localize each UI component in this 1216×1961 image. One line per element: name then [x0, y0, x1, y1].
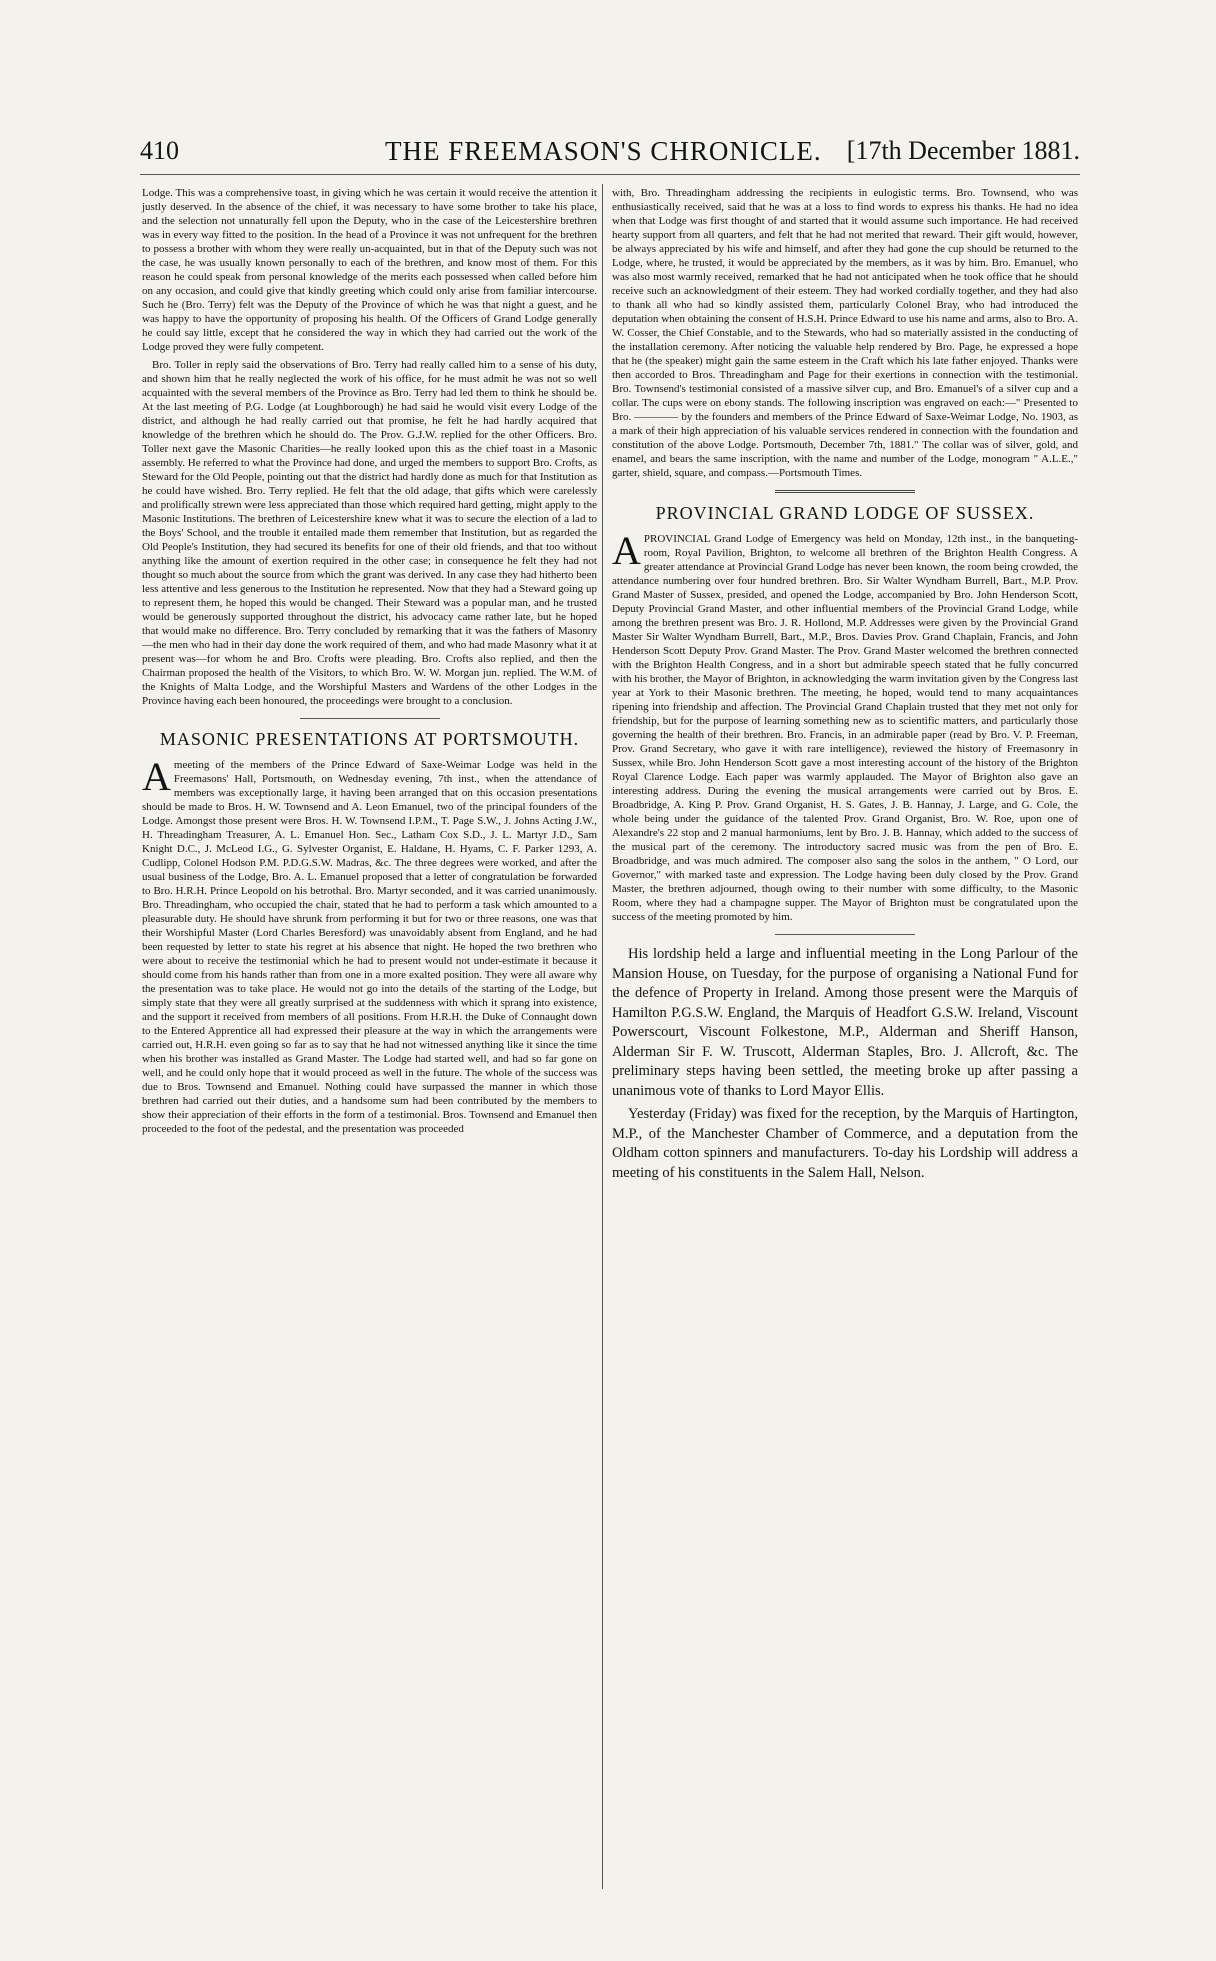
article-paragraph: Bro. Toller in reply said the observations of Bro. Terry had really called him to a sense of his duty, and shown him that he really neglected the work of his office, for he must admit he was not so well acquainted with the several members of the Province as Bro. Terry had led them to think he should be. At the last meeting of P.G. Lodge (at Loughborough) he had said he would visit every Lodge of the district, and although he had really carried out that promise, he felt he had hardly acquired that knowledge of the brethren which he should do. The Prov. G.J.W. replied for the other Officers. Bro. Toller next gave the Masonic Charities—he really looked upon this as the chief toast in a Masonic assembly. He referred to what the Province had done, and urged the members to support Bro. Crofts, as Steward for the Old People, pointing out that the district had hardly done as much for that Institution as he could have wished. Bro. Terry replied. He felt that the old adage, that gifts which were carelessly and prolifically strewn were less appreciated than those which required hard getting, might apply to the Masonic Institutions. The brethren of Leicestershire knew what it was to secure the election of a lad to the Boys' School, and the trouble it entailed made them remember that Institution, but as regarded the Old People's Institution, they had secured its benefits for one of their old friends, and that too without anything like the amount of exertion required in the other case; in consequence he felt they had not thought so much about the source from which the grant was derived. In any case they had hitherto been less attentive and less generous to the Institution he represented. Now that they had a Steward going up to represent them, he hoped this would be changed. Their Steward was a popular man, and he trusted would be generously supported throughout the district, his advocacy came rather late, but he hoped that would make no difference. Bro. Terry concluded by remarking that it was the fathers of Masonry—the men who had in their day done the work required of them, and who had made Masonry what it at present was—for whom he and Bro. Crofts were pleading. Bro. Crofts also replied, and then the Chairman proposed the health of the Visitors, to which Bro. W. W. Morgan jun. replied. The W.M. of the Knights of Malta Lodge, and the Worshipful Masters and Wardens of the other Lodges in the Province having each been honoured, the proceedings were brought to a conclusion. — [142, 359, 597, 707]
section-separator — [300, 718, 440, 719]
article-paragraph — [612, 528, 1078, 924]
drop-cap: A — [612, 528, 641, 573]
header-rule — [140, 174, 1080, 175]
article-paragraph: Lodge. This was a comprehensive toast, in giving which he was certain it would receive the attention it justly deserved. In the absence of the chief, it was necessary to have some brother to take his place, and the selection not unnaturally fell upon the Deputy, who in the case of the Leicestershire brethren was in every way fitted to the position. In the head of a Province it was not unfrequent for the brethren to possess a brother with whom they were really un-acquainted, but in that of the Deputy such was not the case, he was usually known personally to each of the brethren, and know most of them. For this reason he could speak from personal knowledge of the merits each possessed when called before him on any occasion, and could give that kindly greeting which could only arise from familiar intercourse. Such he (Bro. Terry) felt was the Deputy of the Province of which he was that night a guest, and he was happy to have the opportunity of proposing his health. Of the Officers of Grand Lodge generally he could say little, except that he considered the way in which they had carried out the work of the Lodge proved they were fully competent. — [142, 187, 597, 353]
left-column — [142, 186, 597, 1140]
masthead-title: THE FREEMASON'S CHRONICLE. — [385, 136, 822, 166]
page-header — [140, 136, 1080, 172]
section-separator — [775, 934, 915, 935]
section-heading-portsmouth: MASONIC PRESENTATIONS AT PORTSMOUTH. — [159, 729, 580, 749]
article-paragraph: with, Bro. Threadingham addressing the recipients in eulogistic terms. Bro. Townsend, who was enthusiastically received, said that he was at a loss to find words to express his thanks. He had no idea when that Lodge was first thought of and started that it would assume such importance. He had received hearty support from all quarters, and felt that he had not merited that reward. Their gift would, however, be always appreciated by his wife and himself, and after they had gone the cup should be returned to the Lodge, where, he trusted, it would be appreciated by the members, as it was by him. Bro. Emanuel, who was also most warmly received, remarked that he had not anticipated when he took office that he should receive such an acknowledgment of their esteem. They had worked cordially together, and they had also to thank all who had so kindly assisted them, particularly Colonel Bray, who had introduced the deputation when obtaining the consent of H.S.H. Prince Edward to use his name and arms, also to Bro. A. W. Cosser, the Chief Constable, and to the Stewards, who had so materially assisted in the conducting of the installation ceremony. After noticing the valuable help rendered by Bro. Page, he expressed a hope that he (the speaker) might gain the same esteem in the Craft which his late father enjoyed. Thanks were then accorded to Bros. Threadingham and Page for their exertions in connection with the testimonial. Bro. Townsend's testimonial consisted of a massive silver cup, and Bro. Emanuel's of a silver cup and a collar. The cups were on ebony stands. The following inscription was engraved on each:—" Presented to Bro. ———— by the founders and members of the Prince Edward of Saxe-Weimar Lodge, No. 1903, as a mark of their high appreciation of his valuable services rendered in connection with the foundation and constitution of the above Lodge. Portsmouth, December 7th, 1881." The collar was of silver, gold, and enamel, and bears the same inscription, with the name and number of the Lodge, monogram " A.L.E.," garter, shield, square, and compass.—Portsmouth Times. — [612, 187, 1078, 479]
article-paragraph: His lordship held a large and influential meeting in the Long Parlour of the Mansion House, on Tuesday, for the purpose of organising a National Fund for the defence of Property in Ireland. Among those present were the Marquis of Hamilton P.G.S.W. England, the Marquis of Headfort G.S.W. Ireland, Viscount Powerscourt, Viscount Folkestone, M.P., Alderman and Sheriff Hanson, Alderman Sir F. W. Truscott, Alderman Staples, Bro. J. Allcroft, &c. The preliminary steps having been settled, the meeting broke up after passing a unanimous vote of thanks to Lord Mayor Ellis. — [612, 946, 1078, 1099]
paragraph-text: PROVINCIAL Grand Lodge of Emergency was held on Monday, 12th inst., in the banqueting-room, Royal Pavilion, Brighton, to welcome all brethren of the Brighton Health Congress. A greater attendance at Provincial Grand Lodge has never been known, the room being crowded, the attendance numbering over four hundred brethren. Bro. Sir Walter Wyndham Burrell, Bart., M.P. Prov. Grand Master of Sussex, presided, and opened the Lodge, accompanied by Bro. John Henderson Scott, Deputy Provincial Grand Master, and other influential members of the Provincial Grand Lodge, while among the brethren present was Bro. J. R. Hollond, M.P. Addresses were given by the Provincial Grand Master Sir Walter Wyndham Burrell, Bart., M.P., Bros. Davies Prov. Grand Chaplain, Francis, and John Henderson Scott Deputy Prov. Grand Master. The Prov. Grand Master welcomed the brethren connected with the Brighton Health Congress, and in a short but admirable speech stated that he fully concurred with his brother, the Mayor of Brighton, in acknowledging the warm invitation given by the Congress last year at York to their Masonic brethren. The meeting, he hoped, would tend to many acquaintances ripening into friendship and affection. The Provincial Grand Chaplain trusted that they met not only for friendship, but for the purpose of learning something new as to scientific matters, and particularly those governing the health of their brethren. Bro. Francis, in an admirable paper (read by Bro. V. P. Freeman, Prov. Grand Secretary, who gave it with rare intelligence), reviewed the history of Freemasonry in Sussex, while Bro. John Henderson Scott gave a most interesting account of the history of the Brighton Royal Clarence Lodge. Each paper was warmly applauded. The Mayor of Brighton also gave an interesting address. During the evening the musical arrangements were carried out by Bros. E. Broadbridge, A. King P. Prov. Grand Organist, H. S. Gates, J. B. Hannay, J. Large, and G. Cole, the whole being under the guidance of the talented Prov. Grand Organist, Bro. W. Roe, upon one of Alexandre's 22 stop and 2 manual harmoniums, lent by Bro. J. B. Hannay, which added to the success of the musical part of the ceremony. The introductory sacred music was from the pen of Bro. E. Broadbridge, and was much admired. The composer also sang the solos in the anthem, " O Lord, our Governor," with marked taste and expression. The Lodge having been duly closed by the Prov. Grand Master, the brethren adjourned, though owing to their number with some difficulty, to the Masonic Room, where they had a champagne supper. The Mayor of Brighton must be congratulated upon the success of the meeting promoted by him. — [612, 533, 1078, 923]
notes-block — [612, 945, 1078, 1183]
article-paragraph — [142, 754, 597, 1136]
issue-date: [17th December 1881. — [846, 136, 1080, 165]
drop-cap: A — [142, 754, 171, 799]
page-number: 410 — [140, 136, 179, 165]
right-column — [612, 186, 1078, 1187]
section-heading-sussex: PROVINCIAL GRAND LODGE OF SUSSEX. — [655, 503, 1035, 523]
column-divider — [602, 184, 603, 1889]
article-paragraph: Yesterday (Friday) was fixed for the reception, by the Marquis of Hartington, M.P., of the Manchester Chamber of Commerce, and a deputation from the Oldham cotton spinners and manufacturers. To-day his Lordship will address a meeting of his constituents in the Salem Hall, Nelson. — [612, 1106, 1078, 1181]
paragraph-text: meeting of the members of the Prince Edward of Saxe-Weimar Lodge was held in the Freemasons' Hall, Portsmouth, on Wednesday evening, 7th inst., when the attendance of members was exceptionally large, it having been arranged that on this occasion presentations should be made to Bros. H. W. Townsend and A. Leon Emanuel, two of the principal founders of the Lodge. Amongst those present were Bros. H. W. Townsend I.P.M., T. Page S.W., J. Johns Acting J.W., H. Threadingham Treasurer, A. L. Emanuel Hon. Sec., Latham Cox S.D., J. L. Martyr J.D., Sam Knight D.C., J. McLeod I.G., G. Sylvester Organist, E. Haldane, H. Hyams, C. F. Parker 1293, A. Cudlipp, Colonel Hodson P.M. P.D.G.S.W. Madras, &c. The three degrees were worked, and after the usual business of the Lodge, Bro. A. L. Emanuel proposed that a letter of congratulation be forwarded to Bro. H.R.H. Prince Leopold on his betrothal. Bro. Martyr seconded, and it was carried unanimously. Bro. Threadingham, who occupied the chair, stated that he had to perform a task which amounted to a pleasurable duty. He should have shrunk from performing it but for two or three reasons, one was that their Worshipful Master (Lord Charles Beresford) was unavoidably absent from England, and he had been requested by letter to state his regret at his absence that night. He hoped the two brethren who were about to receive the testimonial which he had to present would not under-estimate it because it should come from his hands rather than from one in a more exalted position. They were all aware why the presentation was to take place. He would not go into the details of the starting of the Lodge, but simply state that they were all greatly surprised at the suddenness with which it sprang into existence, and the support it received from members of all positions. From H.R.H. the Duke of Connaught down to the Entered Apprentice all had expressed their pleasure at the way in which the arrangements were carried out, H.R.H. even going so far as to say that he had not witnessed anything like it since the time when his brother was installed as Grand Master. The Lodge had started well, and had so far gone on well, and he could only hope that it would proceed as well in the future. The whole of the success was due to Bros. Townsend and Emanuel. Nothing could have surpassed the manner in which those brethren had carried out their duties, and a handsome sum had been contributed by the members to show their appreciation of their efforts in the form of a testimonial. Bros. Townsend and Emanuel then proceeded to the foot of the pedestal, and the presentation was proceeded — [142, 759, 597, 1135]
section-separator — [775, 490, 915, 493]
